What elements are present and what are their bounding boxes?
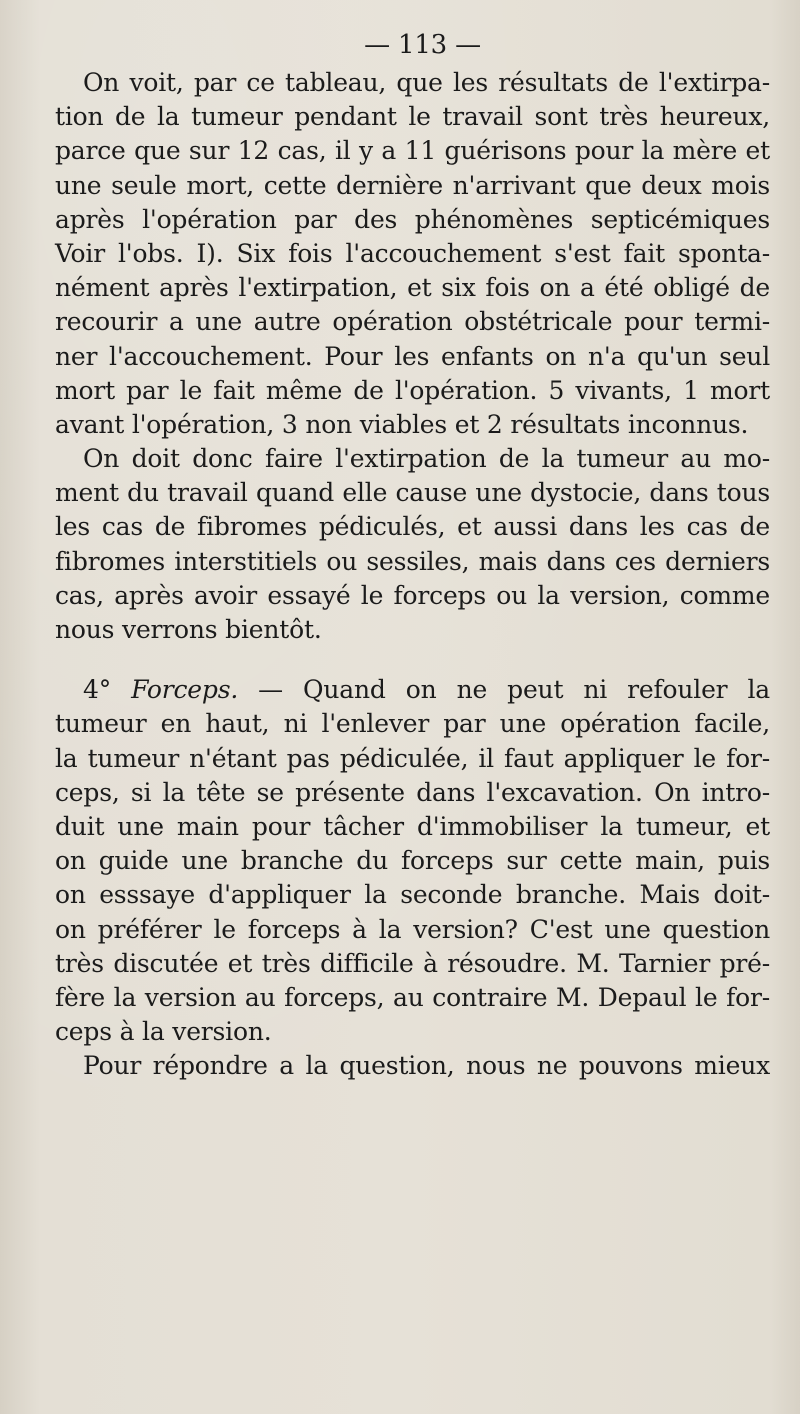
text-line: fère la version au forceps, au contraire M. Depaul le for- xyxy=(55,982,770,1012)
text-line: fibromes interstitiels ou sessiles, mais dans ces derniers xyxy=(55,546,770,576)
text-line: Voir l'obs. I). Six fois l'accouchement s'est fait sponta- xyxy=(55,238,770,268)
page-number: — 113 — xyxy=(364,30,481,60)
text-line: ceps à la version. xyxy=(55,1017,272,1047)
text-line: tion de la tumeur pendant le travail sont très heureux, xyxy=(55,102,770,132)
text-line: nément après l'extirpation, et six fois on a été obligé de xyxy=(55,273,770,303)
text-line: les cas de fibromes pédiculés, et aussi dans les cas de xyxy=(55,512,770,542)
text-line: On voit, par ce tableau, que les résultats de l'extirpa- xyxy=(83,68,770,97)
section-first-line: — Quand on ne peut ni refouler la xyxy=(258,675,771,705)
text-line: très discutée et très difficile à résoudre. M. Tarnier pré- xyxy=(55,948,770,978)
text-line: mort par le fait même de l'opération. 5 vivants, 1 mort xyxy=(55,375,770,405)
text-line: la tumeur n'étant pas pédiculée, il faut appliquer le for- xyxy=(55,743,770,773)
paragraph-extirpation xyxy=(55,442,770,647)
text-line: duit une main pour tâcher d'immobiliser la tumeur, et xyxy=(55,811,770,841)
page-text xyxy=(55,28,770,1083)
paragraph-forceps xyxy=(55,673,770,1049)
paragraph-response xyxy=(55,1049,770,1083)
text-line: ment du travail quand elle cause une dystocie, dans tous xyxy=(55,478,770,508)
section-heading-line xyxy=(55,673,770,707)
text-line: cas, après avoir essayé le forceps ou la version, comme xyxy=(55,580,770,610)
text-line: nous verrons bientôt. xyxy=(55,615,322,644)
text-line: après l'opération par des phénomènes septicémiques xyxy=(55,204,770,234)
text-line: ceps, si la tête se présente dans l'excavation. On intro- xyxy=(55,777,770,807)
text-line: tumeur en haut, ni l'enlever par une opération facile, xyxy=(55,709,770,739)
text-line: recourir a une autre opération obstétricale pour termi- xyxy=(55,307,770,337)
section-gap xyxy=(55,647,770,673)
section-title: Forceps. xyxy=(131,675,239,705)
text-line: avant l'opération, 3 non viables et 2 résultats inconnus. xyxy=(55,409,749,439)
text-line: Pour répondre a la question, nous ne pouvons mieux xyxy=(83,1051,770,1081)
text-line: parce que sur 12 cas, il y a 11 guérisons pour la mère et xyxy=(55,136,770,166)
text-line: on guide une branche du forceps sur cette main, puis xyxy=(55,846,770,876)
text-line: on préférer le forceps à la version? C'est une question xyxy=(55,914,770,944)
paragraph-results xyxy=(55,66,770,442)
text-line: une seule mort, cette dernière n'arrivant que deux mois xyxy=(55,170,770,200)
text-line: on esssaye d'appliquer la seconde branche. Mais doit- xyxy=(55,880,770,910)
text-line: ner l'accouchement. Pour les enfants on n'a qu'un seul xyxy=(55,341,770,371)
text-line: On doit donc faire l'extirpation de la tumeur au mo- xyxy=(83,444,770,474)
section-number: 4° xyxy=(83,675,112,705)
